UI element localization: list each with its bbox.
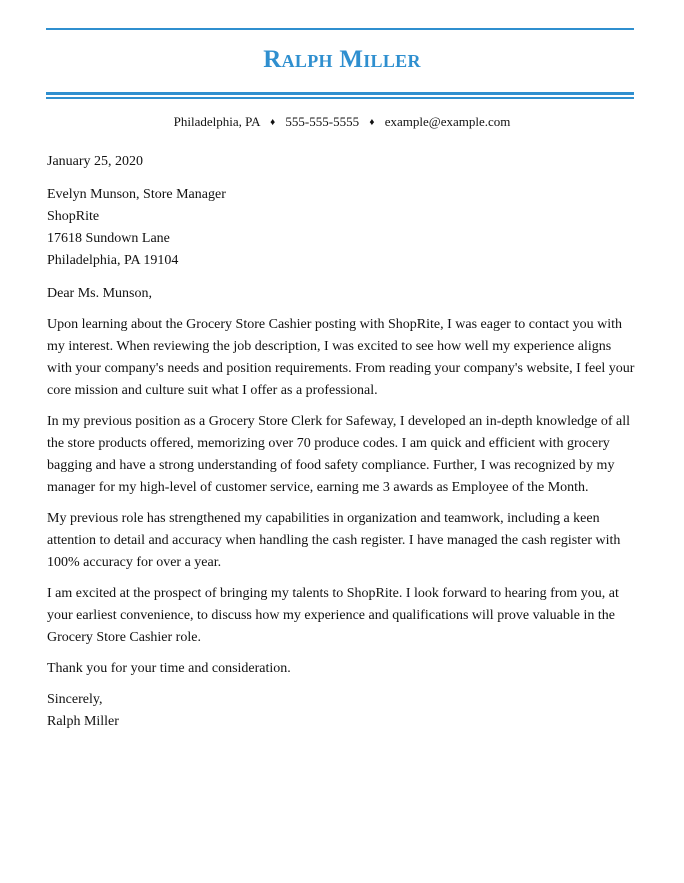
diamond-separator-icon: ♦	[270, 117, 276, 128]
body-paragraph: My previous role has strengthened my capabilities in organization and teamwork, including a keen attention to detail and accuracy when handling the cash register. I have managed the cash register with 100% accuracy for over a year.	[47, 511, 621, 570]
signature-name: Ralph Miller	[47, 714, 119, 729]
closing: Sincerely,	[47, 692, 103, 707]
body-paragraph: I am excited at the prospect of bringing my talents to ShopRite. I look forward to hearing from you, at your earliest convenience, to discuss how my experience and qualifications will prove valuable in the Grocery Store Cashier role.	[47, 586, 619, 645]
letter-body	[47, 151, 637, 733]
body-paragraph: Upon learning about the Grocery Store Cashier posting with ShopRite, I was eager to contact you with my interest. When reviewing the job description, I was excited to see how well my experience aligns with your company's needs and position requirements. From reading your company's website, I feel your core mission and culture suit what I offer as a professional.	[47, 317, 635, 398]
contact-location: Philadelphia, PA	[173, 114, 260, 129]
contact-email: example@example.com	[384, 114, 511, 129]
body-paragraph: In my previous position as a Grocery Store Clerk for Safeway, I developed an in-depth knowledge of all the store products offered, memorizing over 70 produce codes. I am quick and efficient with grocery bagging and have a strong understanding of food safety compliance. Further, I was recognized by my manager for my high-level of customer service, earning me 3 awards as Employee of the Month.	[47, 414, 631, 495]
recipient-address	[47, 184, 637, 272]
recipient-company: ShopRite	[47, 209, 100, 224]
letter-date: January 25, 2020	[47, 154, 144, 169]
recipient-city-state-zip: Philadelphia, PA 19104	[47, 253, 179, 268]
body-paragraph: Thank you for your time and consideration.	[47, 661, 291, 676]
contact-line	[0, 114, 684, 132]
signoff-block	[47, 689, 637, 733]
header-double-rule-upper	[46, 92, 634, 95]
applicant-name: Ralph Miller	[263, 46, 421, 73]
recipient-street: 17618 Sundown Lane	[47, 231, 170, 246]
salutation: Dear Ms. Munson,	[47, 286, 152, 301]
header-top-rule	[46, 28, 634, 30]
header-double-rule-lower	[46, 97, 634, 99]
recipient-name-title: Evelyn Munson, Store Manager	[47, 187, 226, 202]
contact-phone: 555-555-5555	[285, 114, 360, 129]
diamond-separator-icon: ♦	[369, 117, 375, 128]
